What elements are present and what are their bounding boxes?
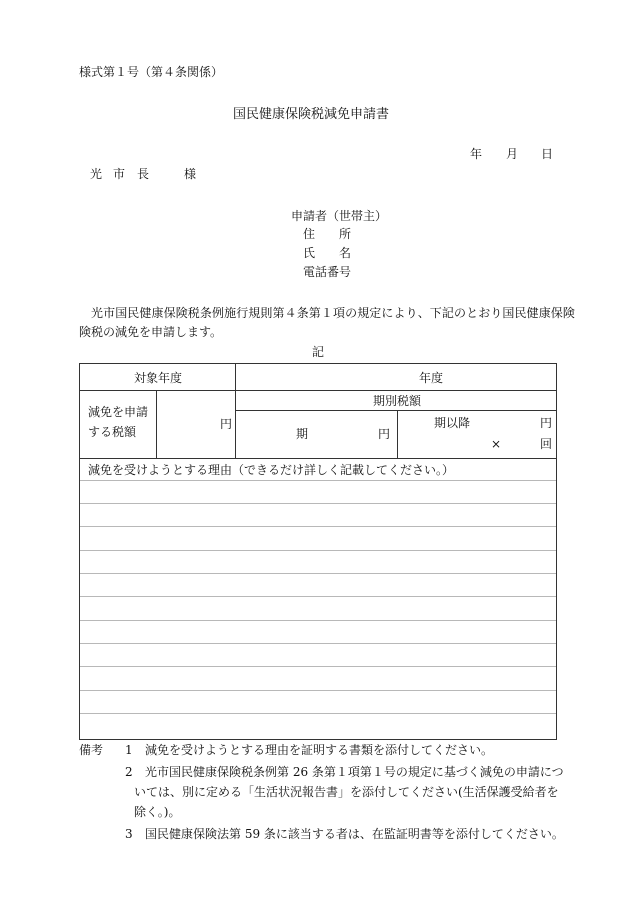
reason-writing-line [80, 666, 556, 667]
table-hline-period [235, 410, 556, 411]
addressee-honorific: 様 [184, 167, 197, 181]
date-year-label: 年 [470, 147, 483, 161]
remarks-item-3-number: 3 [125, 827, 133, 841]
reason-label: 減免を受けようとする理由（できるだけ詳しく記載してください。） [88, 463, 455, 477]
table-vline-period [397, 410, 398, 458]
name-label-1: 氏 [303, 246, 316, 260]
application-table [79, 363, 557, 740]
applicant-heading: 申請者（世帯主） [291, 209, 388, 223]
ki-label: 期 [296, 427, 309, 441]
phone-label: 電話番号 [303, 265, 352, 279]
table-vline-main [235, 364, 236, 458]
body-line-2: 険税の減免を申請します。 [79, 325, 223, 339]
name-label-2: 名 [339, 246, 352, 260]
date-month-label: 月 [506, 147, 519, 161]
body-line-1: 光市国民健康保険税条例施行規則第４条第１項の規定により、下記のとおり国民健康保険 [91, 306, 576, 320]
remarks-item-1-line-1: 減免を受けようとする理由を証明する書類を添付してください。 [145, 743, 494, 757]
addressee-char-3: 長 [137, 167, 150, 181]
reason-writing-line [80, 620, 556, 621]
table-hline-1 [80, 390, 556, 391]
table-hline-2 [80, 458, 556, 459]
remarks-item-2-line-2: いては、別に定める「生活状況報告書」を添付してください(生活保護受給者を [134, 785, 559, 799]
ki-after-label: 期以降 [434, 416, 471, 430]
period-tax-label: 期別税額 [373, 394, 422, 408]
reason-writing-line [80, 526, 556, 527]
times-sign: × [491, 437, 502, 451]
reason-writing-line [80, 480, 556, 481]
remarks-item-2-line-3: 除く。)。 [134, 805, 181, 819]
reason-writing-line [80, 643, 556, 644]
remarks-item-2-line-1: 光市国民健康保険税条例第 26 条第１項第１号の規定に基づく減免の申請につ [145, 765, 564, 779]
ki-after-yen-label: 円 [540, 416, 553, 430]
addressee-char-1: 光 [90, 167, 103, 181]
reason-writing-line [80, 596, 556, 597]
table-vline-left [156, 390, 157, 458]
remarks-item-2-number: 2 [125, 765, 133, 779]
kai-label: 回 [540, 437, 553, 451]
reason-writing-line [80, 690, 556, 691]
remarks-item-3-line-1: 国民健康保険法第 59 条に該当する者は、在監証明書等を添付してください。 [145, 827, 564, 841]
apply-amount-label-2: する税額 [88, 425, 137, 439]
address-label-1: 住 [303, 227, 316, 241]
reason-writing-line [80, 503, 556, 504]
form-number: 様式第１号（第４条関係） [79, 65, 224, 79]
nendo-label: 年度 [419, 371, 444, 385]
remarks-item-1-number: 1 [125, 743, 133, 757]
date-day-label: 日 [541, 147, 554, 161]
page-title: 国民健康保険税減免申請書 [233, 107, 390, 122]
apply-amount-label-1: 減免を申請 [88, 405, 149, 419]
ki-yen-label: 円 [378, 427, 391, 441]
target-year-label: 対象年度 [134, 371, 183, 385]
reason-writing-line [80, 550, 556, 551]
apply-amount-yen: 円 [220, 417, 233, 431]
address-label-2: 所 [339, 227, 352, 241]
addressee-char-2: 市 [113, 167, 126, 181]
ki-mark: 記 [312, 345, 325, 359]
reason-writing-line [80, 713, 556, 714]
reason-writing-line [80, 573, 556, 574]
remarks-label: 備考 [79, 743, 104, 757]
